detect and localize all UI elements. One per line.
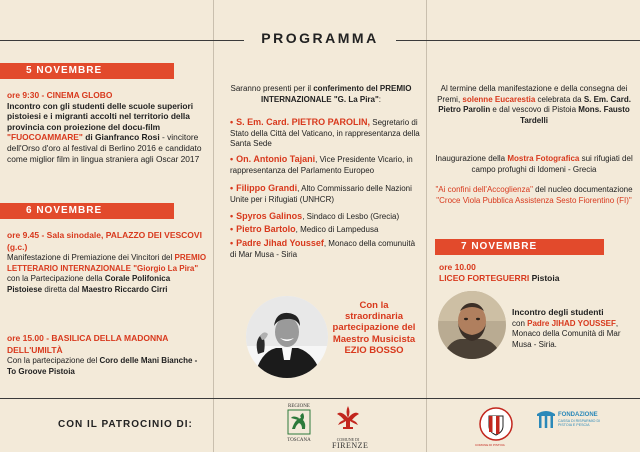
exhibition-text: Inaugurazione della xyxy=(435,154,508,163)
regione-toscana-logo xyxy=(287,404,311,444)
logo-text: COMUNE DI PISTOIA xyxy=(475,443,505,447)
event-time: ore 9:30 - xyxy=(7,90,47,100)
event-with: Con la partecipazione del xyxy=(7,356,100,366)
logo-text-top: REGIONE xyxy=(288,404,310,409)
mass-text: Al termine della manifestazione e della consegna dei Premi, xyxy=(437,84,628,104)
event-description: Incontro con gli studenti delle scuole superiori pistoiesi e i migranti accolti nel territorio della provincia con proiezione del docu-film xyxy=(7,100,194,132)
guest-item xyxy=(230,154,420,176)
bullet-icon: • xyxy=(230,211,234,221)
guest-name: Pietro Bartolo xyxy=(236,224,296,234)
event-5-november xyxy=(7,90,207,164)
logo-text-top: COMUNE DI xyxy=(336,437,360,442)
guest-role: Segretario di Stato della Città del Vaticano, in rappresentanza della Santa Sede xyxy=(230,118,420,149)
bullet-icon: • xyxy=(230,154,234,164)
film-director: di Gianfranco Rosi xyxy=(82,132,160,143)
exhibition-paragraph xyxy=(434,154,634,175)
choir-directed: diretta dal xyxy=(42,284,82,294)
page-title: PROGRAMMA xyxy=(261,30,379,46)
guest-item xyxy=(230,224,420,236)
fondazione-arch-icon xyxy=(536,410,556,430)
event-time: ore 10.00 xyxy=(439,262,476,272)
guest-role: , Alto Commissario delle Nazioni Unite per i Rifugiati (UNHCR) xyxy=(230,184,412,204)
ezio-bosso-caption: Con la straordinaria partecipazione del Maestro Musicista EZIO BOSSO xyxy=(332,300,416,356)
guest-name: S. Em. Card. PIETRO PAROLIN, xyxy=(236,117,371,127)
event-6-november-afternoon xyxy=(7,333,207,377)
patronage-label: CON IL PATROCINIO DI: xyxy=(58,419,193,430)
guest-name: Filippo Grandi xyxy=(236,183,298,193)
footer-rule xyxy=(0,398,640,399)
organization-name: "Croce Viola Pubblica Assistenza Sesto Fiorentino (FI)" xyxy=(436,195,632,205)
award-intro xyxy=(222,84,420,105)
mass-text: e dal vescovo di Pistoia xyxy=(490,105,579,115)
award-name: conferimento del PREMIO INTERNAZIONALE "G. La Pira" xyxy=(260,84,412,104)
pistoia-crest-icon xyxy=(478,406,514,442)
bullet-icon: • xyxy=(230,238,234,248)
event-place: LICEO FORTEGUERRI xyxy=(439,272,530,283)
choir-master: Maestro Riccardo Cirri xyxy=(81,284,168,294)
guest-name: Padre Jihad Youssef xyxy=(236,238,324,248)
event-time: ore 9.45 - Sala sinodale, xyxy=(7,230,106,240)
bullet-icon: • xyxy=(230,224,234,234)
monk-description: , Monaco della Comunità di Mar Musa - Siria. xyxy=(512,318,621,349)
guest-item xyxy=(230,211,420,223)
film-note: - vincitore dell'Orso d'oro al festival di Berlino 2016 e candidato come miglior film in lingua straniera agli Oscar 2017 xyxy=(7,132,202,164)
ezio-bosso-photo xyxy=(246,296,328,378)
event-city: Pistoia xyxy=(529,272,560,283)
documentation-paragraph xyxy=(434,185,634,206)
guest-role: , Monaco della comunuità di Mar Musa - Siria xyxy=(230,239,416,259)
padre-jihad-photo xyxy=(438,291,506,359)
award-intro-text: Saranno presenti per il xyxy=(230,84,314,93)
logo-text-bottom: CASSA DI RISPARMIO DI PISTOIA E PESCIA xyxy=(558,419,601,428)
prize-name: PREMIO LETTERARIO INTERNAZIONALE "Giorgio La Pira" xyxy=(7,253,207,273)
portrait-illustration xyxy=(438,291,506,359)
fondazione-cassa-logo xyxy=(536,408,602,444)
event-6-november-morning xyxy=(7,230,207,296)
bullet-icon: • xyxy=(230,117,234,127)
mass-text: celebrata da xyxy=(535,94,584,104)
guest-item xyxy=(230,183,420,205)
guest-item xyxy=(230,238,420,260)
fold-line-left xyxy=(213,0,214,452)
date-banner-7-november: 7 NOVEMBRE xyxy=(435,239,604,255)
guest-name: Spyros Galinos xyxy=(236,211,303,221)
guest-name: On. Antonio Tajani xyxy=(236,154,316,164)
guest-role: , Sindaco di Lesbo (Grecia) xyxy=(302,212,400,221)
exhibition-title: Mostra Fotografica xyxy=(507,154,580,163)
guest-role: , Vice Presidente Vicario, in rappresentanza del Parlamento Europeo xyxy=(230,155,413,175)
documentation-text: del nucleo documentazione xyxy=(532,185,633,194)
choir-name: Corale Polifonica Pistoiese xyxy=(7,274,171,294)
monk-name: Padre JIHAD YOUSSEF xyxy=(527,318,616,328)
guest-role: , Medico di Lampedusa xyxy=(295,225,379,234)
event-time: ore 15.00 - xyxy=(7,333,52,343)
choir-name: Coro delle Mani Bianche - To Groove Pistoia xyxy=(7,356,198,376)
exhibition-name: "Ai confini dell'Accoglienza" xyxy=(435,185,533,194)
logo-text-bottom: TOSCANA xyxy=(287,438,311,443)
logo-text-bottom: FIRENZE xyxy=(332,441,369,450)
meeting-title: Incontro degli studenti xyxy=(512,307,604,317)
cardinal-name: S. Em. Card. Pietro Parolin xyxy=(438,94,631,115)
guest-item xyxy=(230,117,420,150)
logo-text-top: FONDAZIONE xyxy=(558,412,598,418)
student-meeting xyxy=(512,307,630,350)
event-place: CINEMA GLOBO xyxy=(46,90,113,100)
florence-lily-icon xyxy=(332,404,364,432)
comune-pistoia-logo xyxy=(475,406,514,447)
mass-paragraph xyxy=(434,84,634,126)
meeting-text: con xyxy=(512,318,528,328)
bishop-name: Mons. Fausto Tardelli xyxy=(520,105,630,125)
date-banner-6-november: 6 NOVEMBRE xyxy=(0,203,174,219)
date-banner-5-november: 5 NOVEMBRE xyxy=(0,63,174,79)
film-title: "FUOCOAMMARE" xyxy=(7,132,83,143)
comune-firenze-logo xyxy=(332,404,369,450)
pegasus-icon xyxy=(287,409,311,435)
award-intro-end: : xyxy=(378,94,382,104)
event-with: con la Partecipazione della xyxy=(7,274,105,284)
mass-title: solenne Eucarestia xyxy=(462,94,536,104)
event-description: Manifestazione di Premiazione dei Vincitori del xyxy=(7,253,175,263)
event-place: BASILICA DELLA MADONNA DELL'UMILTÀ xyxy=(7,333,169,355)
exhibition-text: sui rifugiati del campo profughi di Idomeni - Grecia xyxy=(471,154,633,174)
event-7-november xyxy=(439,262,629,283)
portrait-illustration xyxy=(246,296,328,378)
event-place: PALAZZO DEI VESCOVI (g.c.) xyxy=(7,230,202,252)
bullet-icon: • xyxy=(230,183,234,193)
fold-line-right xyxy=(426,0,427,452)
